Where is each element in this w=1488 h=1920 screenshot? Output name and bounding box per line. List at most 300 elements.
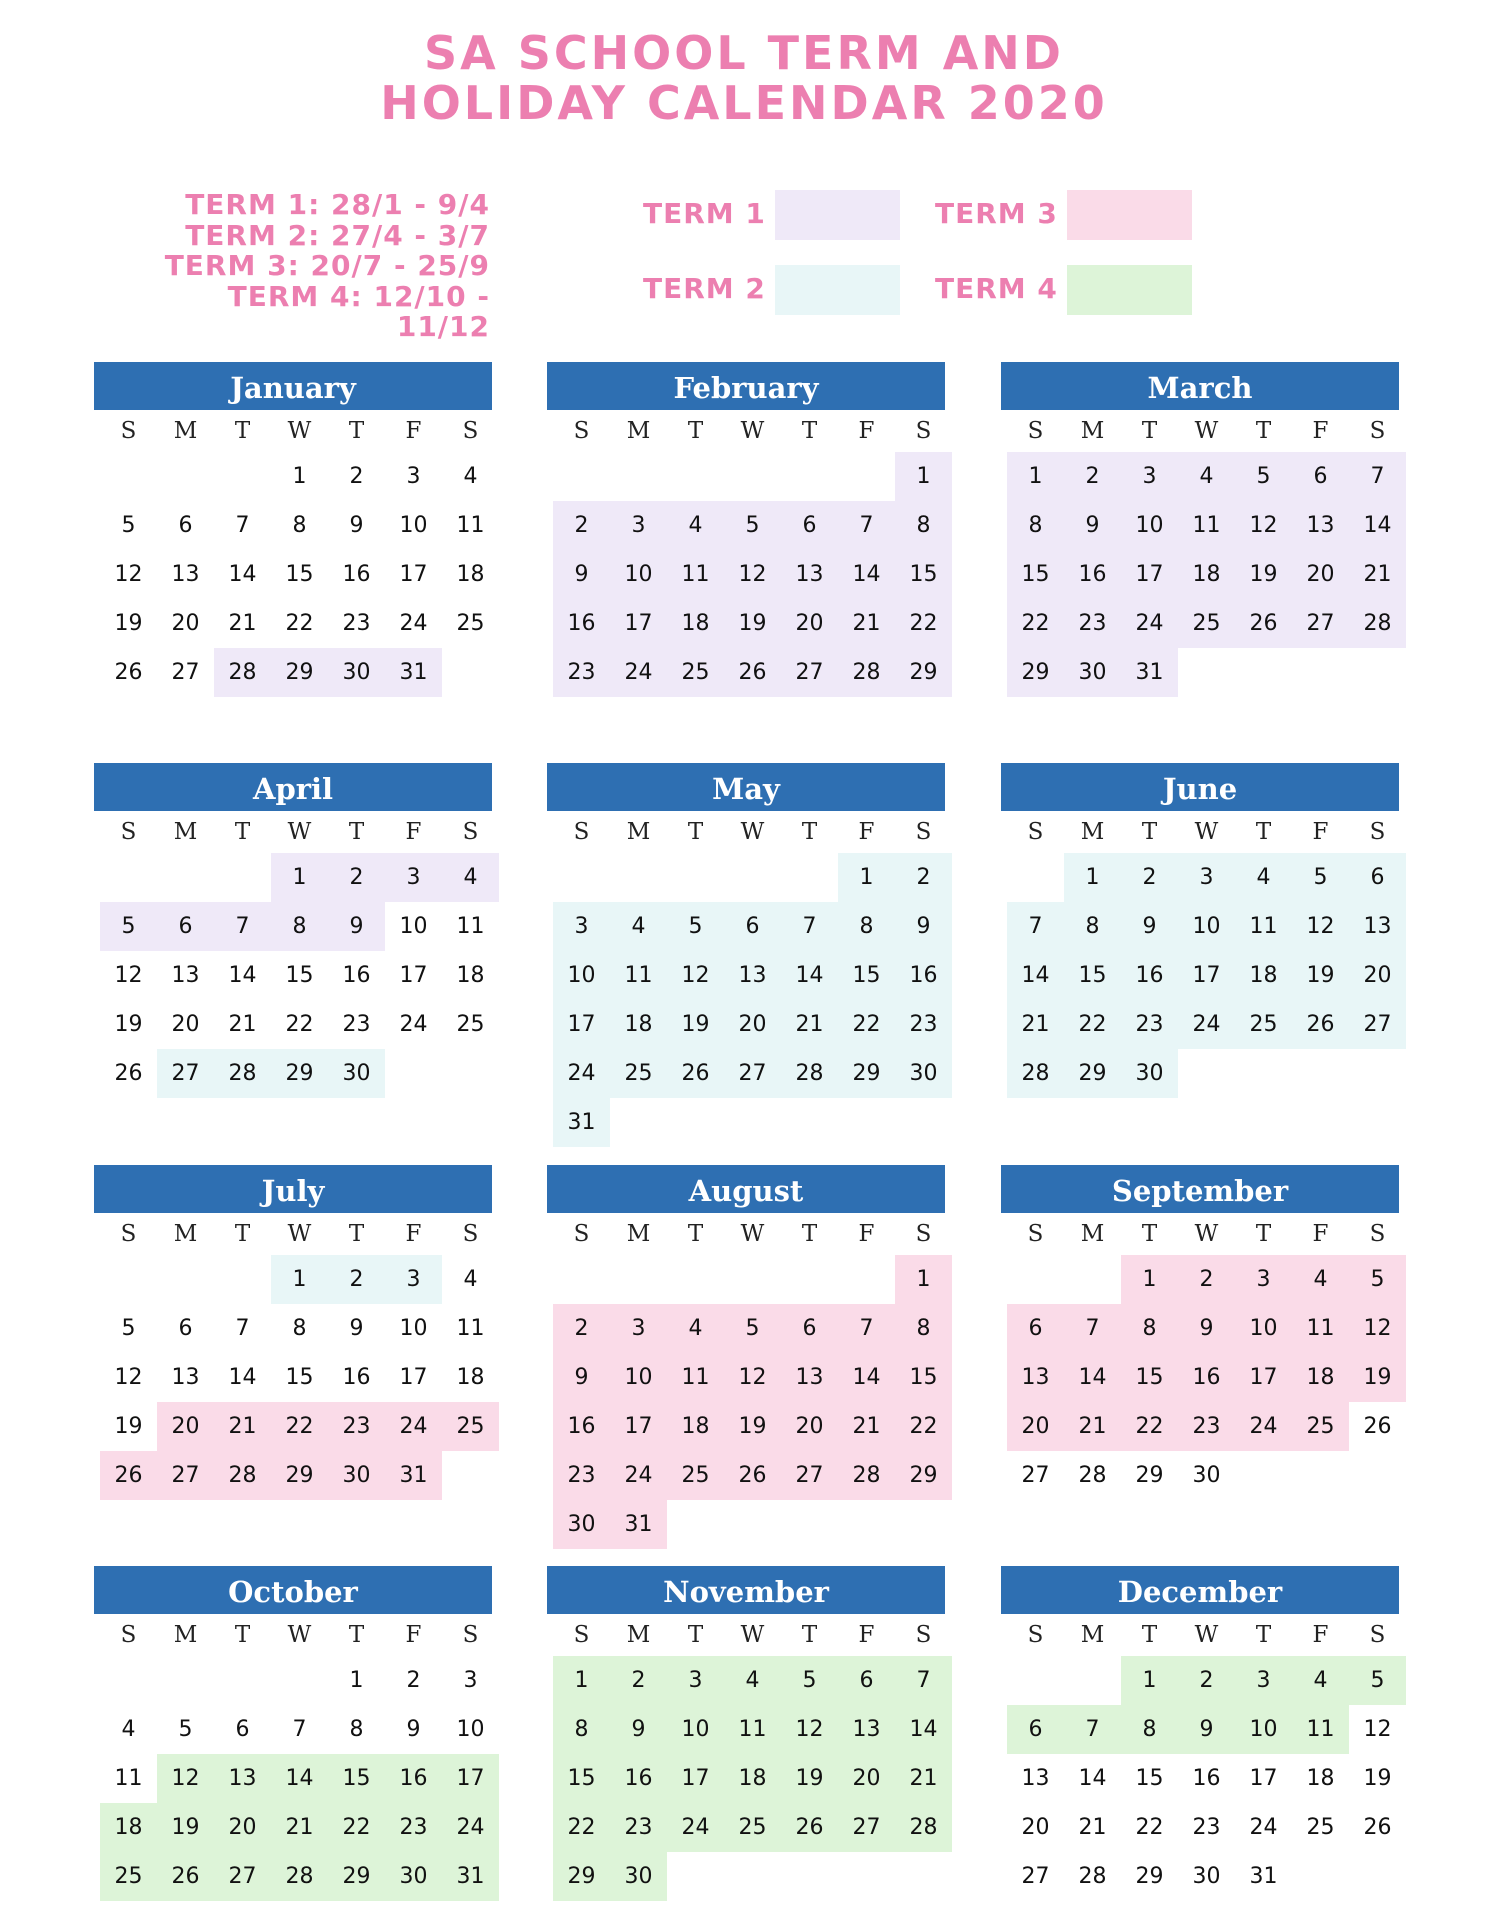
day-cell-term-4: 24 bbox=[667, 1803, 724, 1852]
week-row bbox=[1001, 599, 1399, 648]
month-header: August bbox=[547, 1165, 945, 1213]
day-cell-term-3: 30 bbox=[553, 1500, 610, 1549]
day-cell: 8 bbox=[292, 1316, 307, 1341]
day-cell: 14 bbox=[228, 1365, 257, 1390]
day-cell: 18 bbox=[456, 1365, 485, 1390]
day-cell-term-3: 14 bbox=[1064, 1353, 1121, 1402]
day-cell-term-2: 8 bbox=[838, 902, 895, 951]
day-cell: 28 bbox=[1078, 1864, 1107, 1889]
day-cell-term-4: 3 bbox=[667, 1656, 724, 1705]
term-4-dates: TERM 4: 12/10 - 11/12 bbox=[227, 279, 490, 343]
weekday-header: S bbox=[1369, 1622, 1386, 1648]
week-row bbox=[94, 550, 492, 599]
day-cell-term-2: 16 bbox=[1121, 951, 1178, 1000]
day-cell-term-1: 11 bbox=[1178, 501, 1235, 550]
day-cell-term-1: 8 bbox=[1007, 501, 1064, 550]
day-cell-term-4: 12 bbox=[781, 1705, 838, 1754]
week-row bbox=[1001, 1852, 1399, 1901]
day-cell: 6 bbox=[235, 1717, 250, 1742]
weekday-header: S bbox=[462, 819, 479, 845]
day-cell-term-1: 31 bbox=[1121, 648, 1178, 697]
day-cell-term-4: 13 bbox=[838, 1705, 895, 1754]
title-line-2: HOLIDAY CALENDAR 2020 bbox=[380, 76, 1108, 130]
week-row bbox=[547, 1852, 945, 1901]
day-cell-term-2: 15 bbox=[1064, 951, 1121, 1000]
day-cell-term-3: 8 bbox=[895, 1304, 952, 1353]
day-cell: 6 bbox=[178, 513, 193, 538]
day-cell-term-1: 14 bbox=[838, 550, 895, 599]
weekday-header: S bbox=[573, 1221, 590, 1247]
day-cell-term-3: 25 bbox=[667, 1451, 724, 1500]
day-cell-term-4: 18 bbox=[724, 1754, 781, 1803]
day-cell-term-1: 3 bbox=[385, 853, 442, 902]
day-cell: 19 bbox=[1363, 1766, 1392, 1791]
day-cell-term-1: 21 bbox=[1349, 550, 1406, 599]
day-cell-term-3: 1 bbox=[1121, 1255, 1178, 1304]
day-cell: 22 bbox=[1135, 1815, 1164, 1840]
day-cell-term-4: 25 bbox=[724, 1803, 781, 1852]
weekday-header: T bbox=[348, 418, 365, 444]
day-cell-term-2: 3 bbox=[553, 902, 610, 951]
day-cell-term-4: 30 bbox=[385, 1852, 442, 1901]
day-cell-term-4: 19 bbox=[157, 1803, 214, 1852]
week-row bbox=[94, 1754, 492, 1803]
week-row bbox=[1001, 1402, 1399, 1451]
week-row bbox=[1001, 1705, 1399, 1754]
day-cell-term-3: 16 bbox=[1178, 1353, 1235, 1402]
day-cell-term-3: 31 bbox=[385, 1451, 442, 1500]
day-cell-term-1: 2 bbox=[553, 501, 610, 550]
month-may bbox=[547, 763, 945, 1147]
month-april bbox=[94, 763, 492, 1098]
day-cell-term-3: 14 bbox=[838, 1353, 895, 1402]
day-cell: 10 bbox=[399, 513, 428, 538]
weekday-header: M bbox=[626, 819, 651, 845]
day-cell-term-2: 9 bbox=[1121, 902, 1178, 951]
weekday-header: T bbox=[1141, 819, 1158, 845]
day-cell-term-3: 2 bbox=[1178, 1255, 1235, 1304]
day-cell-term-1: 23 bbox=[1064, 599, 1121, 648]
day-cell-term-4: 21 bbox=[895, 1754, 952, 1803]
day-cell-term-2: 3 bbox=[385, 1255, 442, 1304]
day-cell: 21 bbox=[228, 611, 257, 636]
weekday-header: T bbox=[1141, 1221, 1158, 1247]
month-header: March bbox=[1001, 362, 1399, 410]
day-cell-term-3: 15 bbox=[1121, 1353, 1178, 1402]
day-cell-term-4: 11 bbox=[1292, 1705, 1349, 1754]
day-cell-term-4: 17 bbox=[667, 1754, 724, 1803]
weekday-header: T bbox=[234, 819, 251, 845]
legend-swatch bbox=[1067, 190, 1192, 240]
day-cell: 4 bbox=[463, 1267, 478, 1292]
week-row bbox=[1001, 648, 1399, 697]
day-cell: 20 bbox=[171, 611, 200, 636]
day-cell-term-1: 22 bbox=[895, 599, 952, 648]
weekday-header: S bbox=[462, 418, 479, 444]
day-cell-term-3: 21 bbox=[214, 1402, 271, 1451]
month-header: January bbox=[94, 362, 492, 410]
weekday-header: T bbox=[801, 819, 818, 845]
weekday-header: S bbox=[1369, 1221, 1386, 1247]
day-cell: 26 bbox=[1363, 1414, 1392, 1439]
day-cell-term-3: 25 bbox=[1292, 1402, 1349, 1451]
legend-label: TERM 4 bbox=[935, 272, 1058, 305]
month-header: July bbox=[94, 1165, 492, 1213]
weekday-header-row bbox=[1001, 811, 1399, 853]
weekday-header: T bbox=[1255, 1622, 1272, 1648]
week-row bbox=[94, 1402, 492, 1451]
weekday-header: S bbox=[915, 418, 932, 444]
day-cell: 17 bbox=[399, 963, 428, 988]
page-title bbox=[0, 28, 1488, 128]
day-cell-term-3: 8 bbox=[1121, 1304, 1178, 1353]
weekday-header: W bbox=[1194, 819, 1219, 845]
day-cell: 13 bbox=[171, 1365, 200, 1390]
day-cell: 25 bbox=[456, 611, 485, 636]
weekday-header: T bbox=[687, 1622, 704, 1648]
day-cell-term-3: 23 bbox=[553, 1451, 610, 1500]
day-cell: 22 bbox=[285, 1012, 314, 1037]
day-cell: 21 bbox=[228, 1012, 257, 1037]
day-cell: 13 bbox=[171, 963, 200, 988]
day-cell: 3 bbox=[406, 464, 421, 489]
day-cell-term-1: 12 bbox=[1235, 501, 1292, 550]
month-header: February bbox=[547, 362, 945, 410]
day-cell: 18 bbox=[456, 963, 485, 988]
weekday-header: T bbox=[348, 1221, 365, 1247]
week-row bbox=[1001, 853, 1399, 902]
day-cell-term-4: 28 bbox=[271, 1852, 328, 1901]
day-cell: 9 bbox=[349, 1316, 364, 1341]
month-header: November bbox=[547, 1566, 945, 1614]
day-cell-term-1: 9 bbox=[1064, 501, 1121, 550]
weekday-header: F bbox=[858, 418, 875, 444]
week-row bbox=[547, 550, 945, 599]
day-cell-term-4: 13 bbox=[214, 1754, 271, 1803]
weekday-header: T bbox=[234, 1622, 251, 1648]
day-cell-term-4: 23 bbox=[610, 1803, 667, 1852]
month-august bbox=[547, 1165, 945, 1549]
day-cell-term-4: 15 bbox=[553, 1754, 610, 1803]
day-cell-term-2: 1 bbox=[838, 853, 895, 902]
month-july bbox=[94, 1165, 492, 1500]
week-row bbox=[547, 501, 945, 550]
day-cell-term-4: 27 bbox=[214, 1852, 271, 1901]
day-cell-term-1: 1 bbox=[1007, 452, 1064, 501]
day-cell-term-1: 26 bbox=[724, 648, 781, 697]
day-cell: 14 bbox=[228, 562, 257, 587]
day-cell: 5 bbox=[121, 1316, 136, 1341]
month-header: April bbox=[94, 763, 492, 811]
month-june bbox=[1001, 763, 1399, 1098]
day-cell-term-4: 31 bbox=[442, 1852, 499, 1901]
day-cell: 27 bbox=[1021, 1463, 1050, 1488]
weekday-header: S bbox=[1027, 418, 1044, 444]
day-cell-term-2: 6 bbox=[724, 902, 781, 951]
day-cell-term-1: 7 bbox=[838, 501, 895, 550]
weekday-header-row bbox=[547, 811, 945, 853]
day-cell: 17 bbox=[399, 562, 428, 587]
day-cell-term-1: 29 bbox=[1007, 648, 1064, 697]
weekday-header: S bbox=[120, 819, 137, 845]
week-row bbox=[94, 1304, 492, 1353]
day-cell: 19 bbox=[114, 611, 143, 636]
day-cell-term-4: 29 bbox=[328, 1852, 385, 1901]
day-cell-term-3: 7 bbox=[1064, 1304, 1121, 1353]
day-cell-term-3: 19 bbox=[724, 1402, 781, 1451]
day-cell-term-3: 19 bbox=[1349, 1353, 1406, 1402]
month-header: September bbox=[1001, 1165, 1399, 1213]
week-row bbox=[94, 1852, 492, 1901]
day-cell-term-1: 1 bbox=[271, 853, 328, 902]
day-cell-term-2: 19 bbox=[1292, 951, 1349, 1000]
month-march bbox=[1001, 362, 1399, 697]
weekday-header: M bbox=[626, 1622, 651, 1648]
day-cell-term-3: 21 bbox=[838, 1402, 895, 1451]
month-october bbox=[94, 1566, 492, 1901]
day-cell-term-2: 10 bbox=[1178, 902, 1235, 951]
day-cell: 18 bbox=[1306, 1766, 1335, 1791]
day-cell: 17 bbox=[399, 1365, 428, 1390]
weekday-header: F bbox=[858, 819, 875, 845]
day-cell: 4 bbox=[463, 464, 478, 489]
day-cell-term-3: 6 bbox=[781, 1304, 838, 1353]
day-cell: 18 bbox=[456, 562, 485, 587]
weekday-header: T bbox=[1255, 1221, 1272, 1247]
day-cell: 28 bbox=[1078, 1463, 1107, 1488]
week-row bbox=[547, 1705, 945, 1754]
day-cell: 27 bbox=[1021, 1864, 1050, 1889]
day-cell-term-3: 5 bbox=[1349, 1255, 1406, 1304]
day-cell-term-3: 31 bbox=[610, 1500, 667, 1549]
day-cell-term-3: 27 bbox=[157, 1451, 214, 1500]
day-cell-term-4: 14 bbox=[271, 1754, 328, 1803]
day-cell: 4 bbox=[121, 1717, 136, 1742]
day-cell-term-1: 2 bbox=[1064, 452, 1121, 501]
weekday-header: T bbox=[234, 418, 251, 444]
day-cell-term-4: 7 bbox=[1064, 1705, 1121, 1754]
day-cell-term-1: 12 bbox=[724, 550, 781, 599]
day-cell: 12 bbox=[114, 1365, 143, 1390]
day-cell-term-1: 28 bbox=[838, 648, 895, 697]
day-cell-term-3: 18 bbox=[667, 1402, 724, 1451]
day-cell-term-2: 30 bbox=[328, 1049, 385, 1098]
term-2-dates: TERM 2: 27/4 - 3/7 bbox=[185, 218, 490, 252]
day-cell: 13 bbox=[171, 562, 200, 587]
day-cell-term-4: 10 bbox=[1235, 1705, 1292, 1754]
day-cell-term-1: 27 bbox=[1292, 599, 1349, 648]
day-cell: 29 bbox=[1135, 1864, 1164, 1889]
day-cell-term-4: 20 bbox=[838, 1754, 895, 1803]
day-cell-term-1: 4 bbox=[442, 853, 499, 902]
day-cell-term-1: 30 bbox=[328, 648, 385, 697]
weekday-header: F bbox=[1312, 1622, 1329, 1648]
day-cell-term-3: 7 bbox=[838, 1304, 895, 1353]
week-row bbox=[94, 1000, 492, 1049]
day-cell-term-4: 2 bbox=[1178, 1656, 1235, 1705]
day-cell: 23 bbox=[1192, 1815, 1221, 1840]
day-cell-term-1: 26 bbox=[1235, 599, 1292, 648]
month-february bbox=[547, 362, 945, 697]
day-cell-term-4: 16 bbox=[610, 1754, 667, 1803]
weekday-header: M bbox=[173, 819, 198, 845]
day-cell-term-3: 10 bbox=[1235, 1304, 1292, 1353]
title-line-1: SA SCHOOL TERM AND bbox=[424, 26, 1064, 80]
day-cell-term-2: 27 bbox=[1349, 1000, 1406, 1049]
weekday-header: F bbox=[405, 1221, 422, 1247]
day-cell-term-1: 2 bbox=[328, 853, 385, 902]
week-row bbox=[547, 1353, 945, 1402]
day-cell-term-2: 21 bbox=[781, 1000, 838, 1049]
day-cell-term-2: 8 bbox=[1064, 902, 1121, 951]
week-row bbox=[94, 1353, 492, 1402]
day-cell-term-4: 7 bbox=[895, 1656, 952, 1705]
week-row bbox=[1001, 1255, 1399, 1304]
legend-label: TERM 3 bbox=[935, 197, 1058, 230]
day-cell-term-4: 1 bbox=[553, 1656, 610, 1705]
day-cell-term-2: 24 bbox=[553, 1049, 610, 1098]
weekday-header: S bbox=[915, 1622, 932, 1648]
day-cell-term-4: 8 bbox=[1121, 1705, 1178, 1754]
day-cell-term-3: 24 bbox=[610, 1451, 667, 1500]
day-cell-term-2: 7 bbox=[781, 902, 838, 951]
day-cell-term-2: 2 bbox=[328, 1255, 385, 1304]
week-row bbox=[94, 1656, 492, 1705]
day-cell-term-2: 28 bbox=[1007, 1049, 1064, 1098]
day-cell-term-4: 6 bbox=[838, 1656, 895, 1705]
day-cell-term-2: 18 bbox=[610, 1000, 667, 1049]
day-cell-term-3: 28 bbox=[214, 1451, 271, 1500]
day-cell-term-2: 25 bbox=[610, 1049, 667, 1098]
day-cell: 27 bbox=[171, 660, 200, 685]
weekday-header: M bbox=[173, 418, 198, 444]
day-cell-term-2: 17 bbox=[1178, 951, 1235, 1000]
day-cell-term-2: 29 bbox=[271, 1049, 328, 1098]
day-cell-term-2: 2 bbox=[1121, 853, 1178, 902]
weekday-header: S bbox=[915, 819, 932, 845]
weekday-header: S bbox=[120, 1622, 137, 1648]
weekday-header: T bbox=[687, 1221, 704, 1247]
day-cell-term-2: 1 bbox=[271, 1255, 328, 1304]
day-cell-term-4: 4 bbox=[1292, 1656, 1349, 1705]
weekday-header: T bbox=[801, 1622, 818, 1648]
day-cell-term-2: 31 bbox=[553, 1098, 610, 1147]
week-row bbox=[547, 1451, 945, 1500]
day-cell-term-1: 20 bbox=[1292, 550, 1349, 599]
day-cell-term-4: 10 bbox=[667, 1705, 724, 1754]
day-cell-term-1: 19 bbox=[724, 599, 781, 648]
day-cell-term-4: 12 bbox=[157, 1754, 214, 1803]
weekday-header: T bbox=[348, 1622, 365, 1648]
week-row bbox=[1001, 1656, 1399, 1705]
day-cell: 25 bbox=[1306, 1815, 1335, 1840]
day-cell: 3 bbox=[463, 1668, 478, 1693]
day-cell: 11 bbox=[456, 914, 485, 939]
day-cell: 13 bbox=[1021, 1766, 1050, 1791]
day-cell-term-1: 19 bbox=[1235, 550, 1292, 599]
day-cell-term-1: 3 bbox=[610, 501, 667, 550]
day-cell: 2 bbox=[349, 464, 364, 489]
day-cell-term-2: 2 bbox=[895, 853, 952, 902]
day-cell-term-2: 4 bbox=[610, 902, 667, 951]
day-cell-term-1: 16 bbox=[553, 599, 610, 648]
day-cell-term-1: 18 bbox=[1178, 550, 1235, 599]
weekday-header-row bbox=[1001, 1614, 1399, 1656]
day-cell-term-3: 22 bbox=[1121, 1402, 1178, 1451]
weekday-header: W bbox=[740, 819, 765, 845]
day-cell-term-1: 15 bbox=[1007, 550, 1064, 599]
day-cell: 22 bbox=[285, 611, 314, 636]
day-cell-term-2: 18 bbox=[1235, 951, 1292, 1000]
day-cell: 10 bbox=[399, 1316, 428, 1341]
day-cell-term-3: 29 bbox=[271, 1451, 328, 1500]
day-cell: 19 bbox=[114, 1414, 143, 1439]
day-cell: 11 bbox=[456, 513, 485, 538]
week-row bbox=[547, 902, 945, 951]
day-cell-term-2: 1 bbox=[1064, 853, 1121, 902]
day-cell-term-1: 30 bbox=[1064, 648, 1121, 697]
weekday-header: T bbox=[801, 418, 818, 444]
weekday-header: W bbox=[1194, 1622, 1219, 1648]
day-cell-term-4: 27 bbox=[838, 1803, 895, 1852]
day-cell: 11 bbox=[114, 1766, 143, 1791]
day-cell-term-1: 8 bbox=[271, 902, 328, 951]
day-cell-term-1: 3 bbox=[1121, 452, 1178, 501]
weekday-header-row bbox=[94, 410, 492, 452]
day-cell-term-1: 10 bbox=[610, 550, 667, 599]
day-cell-term-4: 22 bbox=[553, 1803, 610, 1852]
week-row bbox=[94, 951, 492, 1000]
day-cell-term-2: 22 bbox=[1064, 1000, 1121, 1049]
day-cell-term-3: 26 bbox=[724, 1451, 781, 1500]
day-cell-term-2: 29 bbox=[838, 1049, 895, 1098]
day-cell-term-2: 26 bbox=[1292, 1000, 1349, 1049]
day-cell-term-2: 20 bbox=[724, 1000, 781, 1049]
day-cell-term-2: 11 bbox=[610, 951, 667, 1000]
day-cell-term-1: 17 bbox=[610, 599, 667, 648]
day-cell: 25 bbox=[456, 1012, 485, 1037]
day-cell-term-2: 28 bbox=[214, 1049, 271, 1098]
day-cell-term-4: 5 bbox=[781, 1656, 838, 1705]
day-cell: 15 bbox=[285, 963, 314, 988]
day-cell-term-1: 25 bbox=[667, 648, 724, 697]
day-cell-term-2: 4 bbox=[1235, 853, 1292, 902]
week-row bbox=[547, 1656, 945, 1705]
weekday-header: T bbox=[348, 819, 365, 845]
day-cell-term-3: 22 bbox=[895, 1402, 952, 1451]
weekday-header-row bbox=[1001, 410, 1399, 452]
term-1-dates: TERM 1: 28/1 - 9/4 bbox=[185, 188, 490, 221]
legend-swatch bbox=[775, 265, 900, 315]
weekday-header: T bbox=[687, 418, 704, 444]
day-cell-term-3: 13 bbox=[1007, 1353, 1064, 1402]
week-row bbox=[1001, 1451, 1399, 1500]
week-row bbox=[94, 452, 492, 501]
weekday-header: M bbox=[626, 1221, 651, 1247]
day-cell-term-2: 17 bbox=[553, 1000, 610, 1049]
week-row bbox=[547, 1098, 945, 1147]
weekday-header: T bbox=[1255, 819, 1272, 845]
day-cell-term-4: 3 bbox=[1235, 1656, 1292, 1705]
day-cell-term-3: 16 bbox=[553, 1402, 610, 1451]
day-cell-term-1: 18 bbox=[667, 599, 724, 648]
week-row bbox=[1001, 1803, 1399, 1852]
day-cell-term-4: 4 bbox=[724, 1656, 781, 1705]
day-cell: 21 bbox=[1078, 1815, 1107, 1840]
day-cell-term-2: 3 bbox=[1178, 853, 1235, 902]
day-cell-term-2: 6 bbox=[1349, 853, 1406, 902]
day-cell-term-4: 14 bbox=[895, 1705, 952, 1754]
